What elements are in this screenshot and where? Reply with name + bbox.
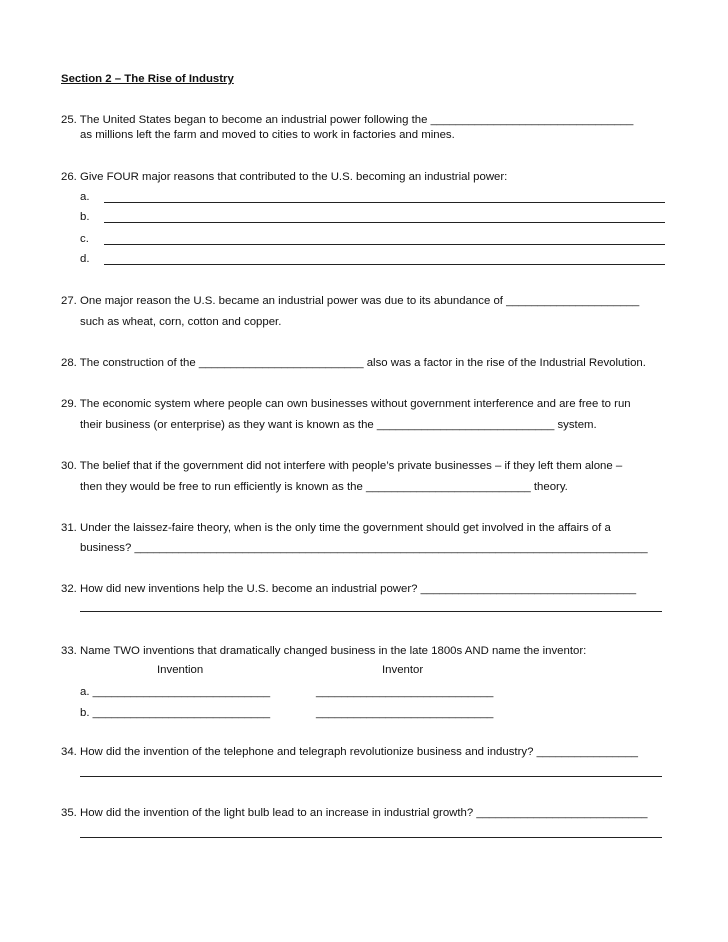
column-header-inventor: Inventor (382, 664, 424, 676)
question-29-text: 29. The economic system where people can own businesses without government interference and are free to run (61, 398, 631, 410)
question-30-continuation: then they would be free to run efficiently is known as the __________________________ theory. (80, 481, 568, 493)
answer-label-c: c. (80, 233, 89, 245)
question-25-continuation: as millions left the farm and moved to cities to work in factories and mines. (80, 129, 455, 141)
question-34-text: 34. How did the invention of the telephone and telegraph revolutionize business and industry? ________________ (61, 746, 638, 758)
question-30-text: 30. The belief that if the government did not interfere with people’s private businesses – if they left them alone – (61, 460, 623, 472)
question-27-text: 27. One major reason the U.S. became an industrial power was due to its abundance of _____________________ (61, 295, 640, 307)
answer-label-d: d. (80, 253, 90, 265)
question-35-text: 35. How did the invention of the light bulb lead to an increase in industrial growth? ___________________________ (61, 807, 648, 819)
answer-label-a: a. (80, 191, 90, 203)
question-32-text: 32. How did new inventions help the U.S. become an industrial power? __________________________________ (61, 583, 637, 595)
column-header-invention: Invention (157, 664, 204, 676)
answer-line-d[interactable] (104, 264, 665, 265)
answer-line-b[interactable] (104, 222, 665, 223)
question-33-text: 33. Name TWO inventions that dramatically changed business in the late 1800s AND name the inventor: (61, 645, 587, 657)
question-25-text: 25. The United States began to become an industrial power following the ________________________________ (61, 114, 634, 126)
answer-line-32[interactable] (80, 611, 662, 612)
answer-line-c[interactable] (104, 244, 665, 245)
question-31-continuation: business? _________________________________________________________________________________ (80, 542, 648, 554)
answer-line-34[interactable] (80, 776, 662, 777)
inventor-b-line[interactable]: ____________________________ (316, 707, 494, 719)
answer-line-35[interactable] (80, 837, 662, 838)
question-26-text: 26. Give FOUR major reasons that contributed to the U.S. becoming an industrial power: (61, 171, 508, 183)
question-27-continuation: such as wheat, corn, cotton and copper. (80, 316, 282, 328)
invention-b-line[interactable]: b. ____________________________ (80, 707, 271, 719)
question-28-text: 28. The construction of the __________________________ also was a factor in the rise of the Industrial Revolution. (61, 357, 646, 369)
answer-label-b: b. (80, 211, 90, 223)
invention-a-line[interactable]: a. ____________________________ (80, 686, 271, 698)
answer-line-a[interactable] (104, 202, 665, 203)
question-29-continuation: their business (or enterprise) as they want is known as the ____________________________ system. (80, 419, 597, 431)
inventor-a-line[interactable]: ____________________________ (316, 686, 494, 698)
section-title: Section 2 – The Rise of Industry (61, 73, 234, 85)
question-31-text: 31. Under the laissez-faire theory, when is the only time the government should get involved in the affairs of a (61, 522, 611, 534)
